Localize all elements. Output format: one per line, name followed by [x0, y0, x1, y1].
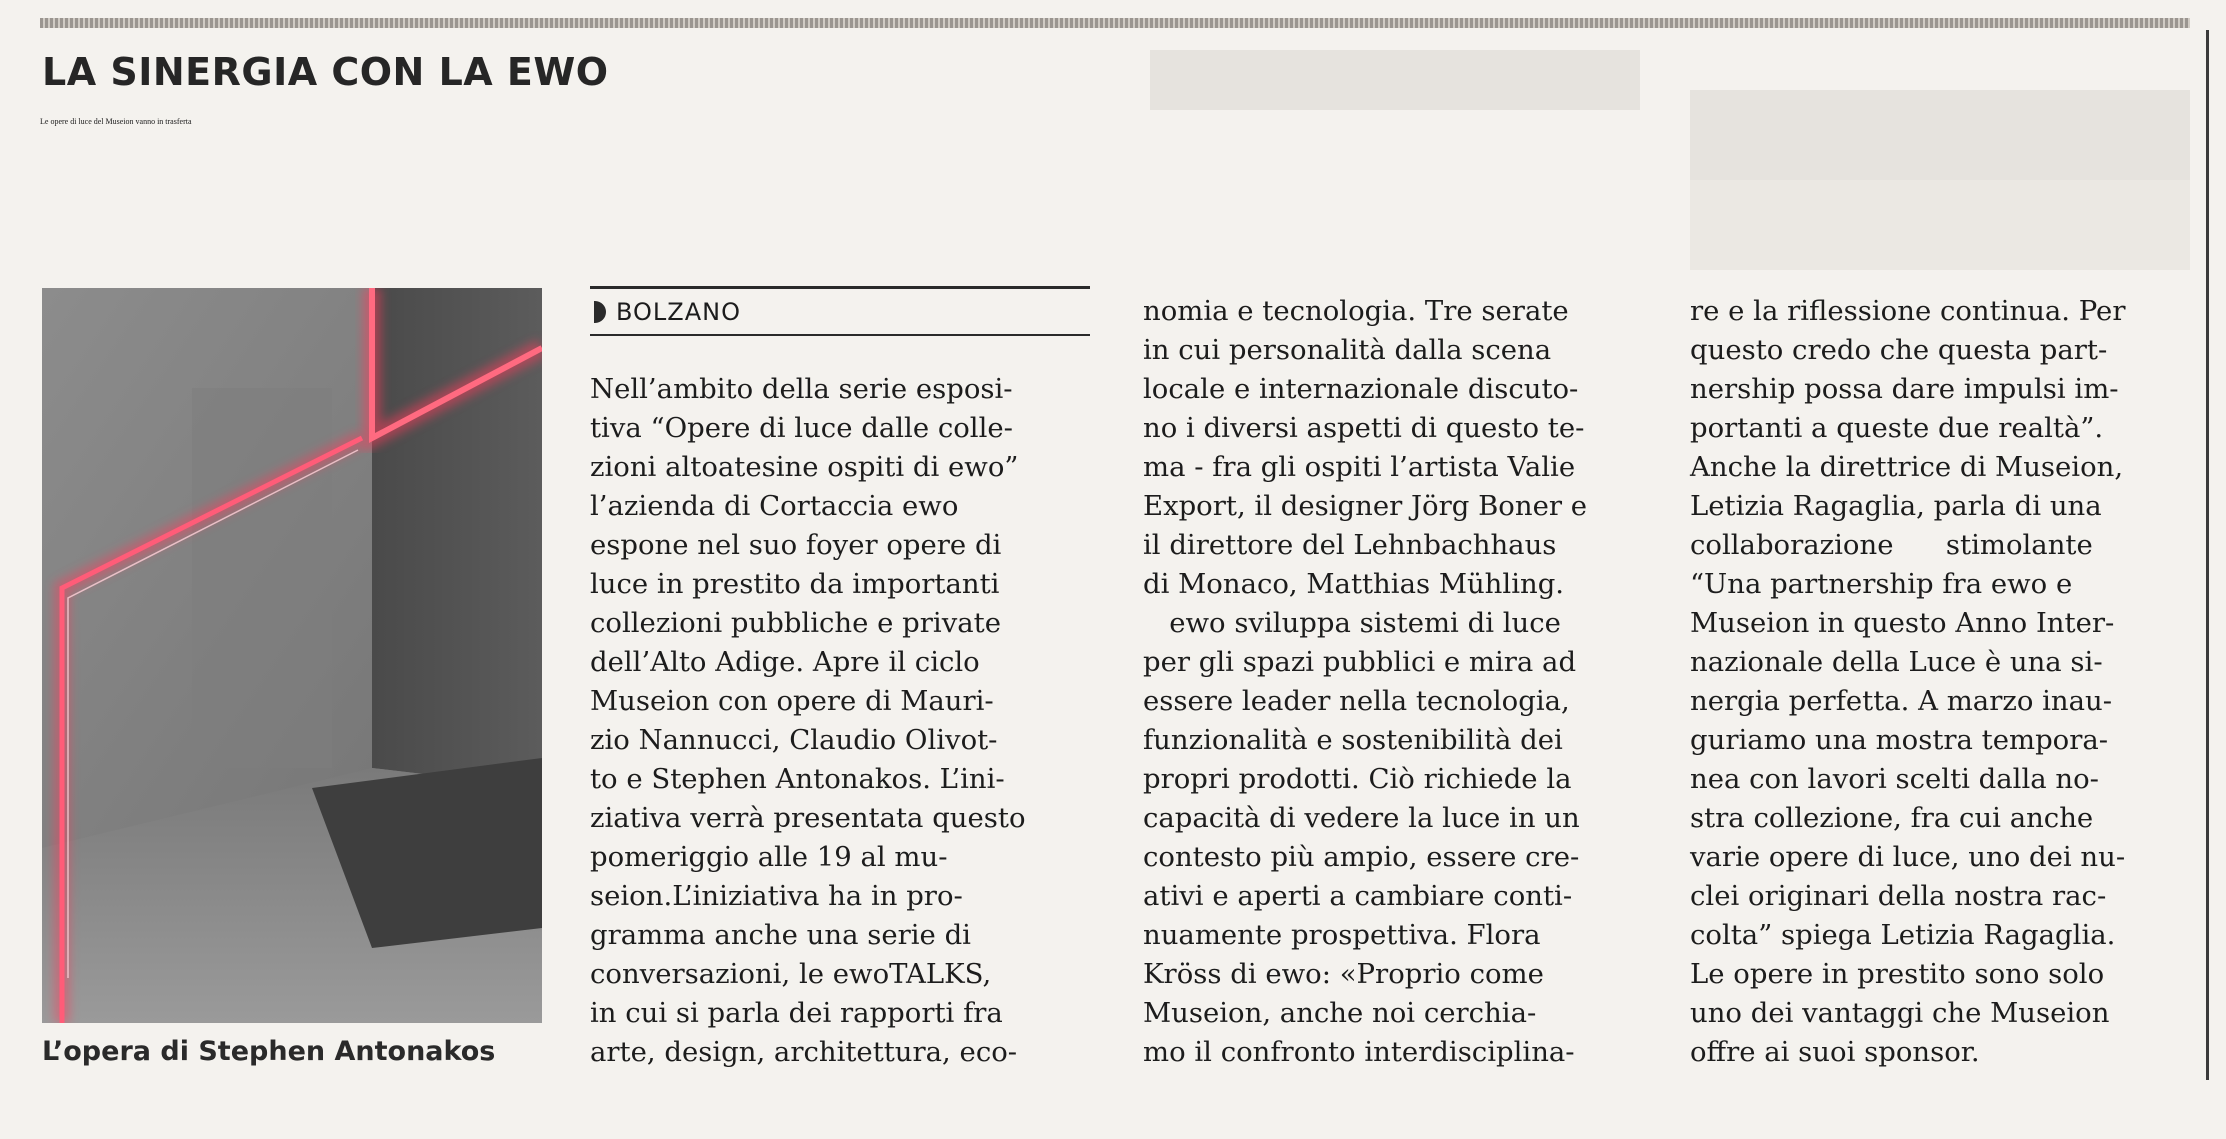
text-line: espone nel suo foyer opere di — [590, 529, 1002, 561]
text-line: ewo sviluppa sistemi di luce — [1143, 607, 1561, 639]
text-line: re e la riflessione continua. Per — [1690, 295, 2126, 327]
photo-caption: L’opera di Stephen Antonakos — [42, 1036, 496, 1067]
text-line: “Una partnership fra ewo e — [1690, 568, 2073, 600]
text-line: nership possa dare impulsi im- — [1690, 373, 2119, 405]
text-line: contesto più ampio, essere cre- — [1143, 841, 1580, 873]
text-line: portanti a queste due realtà”. — [1690, 412, 2104, 444]
text-line: Export, il designer Jörg Boner e — [1143, 490, 1588, 522]
text-line: essere leader nella tecnologia, — [1143, 685, 1570, 717]
text-line: nuamente prospettiva. Flora — [1143, 919, 1541, 951]
text-line: propri prodotti. Ciò richiede la — [1143, 763, 1572, 795]
bleed-through-ghost — [1690, 90, 2190, 180]
neon-artwork-image — [42, 288, 542, 1023]
text-line: per gli spazi pubblici e mira ad — [1143, 646, 1577, 678]
text-line: guriamo una mostra tempora- — [1690, 724, 2109, 756]
text-line: arte, design, architettura, eco- — [590, 1036, 1018, 1068]
text-line: ziativa verrà presentata questo — [590, 802, 1026, 834]
text-line: dell’Alto Adige. Apre il ciclo — [590, 646, 980, 678]
text-line: seion.L’iniziativa ha in pro- — [590, 880, 963, 912]
bleed-through-ghost — [1150, 50, 1640, 110]
article-column-3 — [1690, 292, 2190, 1072]
text-line: locale e internazionale discuto- — [1143, 373, 1579, 405]
text-line: conversazioni, le ewoTALKS, — [590, 958, 992, 990]
text-line: Museion in questo Anno Inter- — [1690, 607, 2115, 639]
top-border-rule — [40, 18, 2190, 28]
text-line: Kröss di ewo: «Proprio come — [1143, 958, 1544, 990]
text-line: Museion, anche noi cerchia- — [1143, 997, 1537, 1029]
text-line: zioni altoatesine ospiti di ewo” — [590, 451, 1019, 483]
text-line: in cui si parla dei rapporti fra — [590, 997, 1003, 1029]
text-line: ma - fra gli ospiti l’artista Valie — [1143, 451, 1576, 483]
text-line: nazionale della Luce è una si- — [1690, 646, 2103, 678]
text-line: no i diversi aspetti di questo te- — [1143, 412, 1585, 444]
text-line: mo il confronto interdisciplina- — [1143, 1036, 1575, 1068]
text-line: collezioni pubbliche e private — [590, 607, 1001, 639]
text-line: zio Nannucci, Claudio Olivot- — [590, 724, 998, 756]
dateline-bullet-icon — [594, 301, 606, 323]
text-line: di Monaco, Matthias Mühling. — [1143, 568, 1565, 600]
text-line: gramma anche una serie di — [590, 919, 971, 951]
text-line: varie opere di luce, uno dei nu- — [1690, 841, 2126, 873]
text-line: capacità di vedere la luce in un — [1143, 802, 1580, 834]
dateline: BOLZANO — [616, 298, 742, 326]
text-line: il direttore del Lehnbachhaus — [1143, 529, 1557, 561]
text-line: Nell’ambito della serie esposi- — [590, 373, 1013, 405]
article-column-1 — [590, 370, 1090, 1072]
text-line: pomeriggio alle 19 al mu- — [590, 841, 948, 873]
text-line: l’azienda di Cortaccia ewo — [590, 490, 959, 522]
text-line: funzionalità e sostenibilità dei — [1143, 724, 1563, 756]
right-border-rule — [2206, 30, 2209, 1080]
bleed-through-ghost — [1690, 180, 2190, 270]
text-line: nomia e tecnologia. Tre serate — [1143, 295, 1569, 327]
text-line: Le opere in prestito sono solo — [1690, 958, 2105, 990]
text-line: nea con lavori scelti dalla no- — [1690, 763, 2099, 795]
article-headline: Le opere di luce del Museion vanno in trasferta — [40, 117, 192, 126]
text-line: luce in prestito da importanti — [590, 568, 1000, 600]
text-line: ativi e aperti a cambiare conti- — [1143, 880, 1573, 912]
text-line: questo credo che questa part- — [1690, 334, 2108, 366]
text-line: to e Stephen Antonakos. L’ini- — [590, 763, 1005, 795]
text-line: collaborazione stimolante — [1690, 529, 2093, 561]
text-line: Anche la direttrice di Museion, — [1690, 451, 2124, 483]
article-column-2 — [1143, 292, 1643, 1072]
article-kicker: LA SINERGIA CON LA EWO — [42, 50, 609, 94]
text-line: colta” spiega Letizia Ragaglia. — [1690, 919, 2116, 951]
text-line: Letizia Ragaglia, parla di una — [1690, 490, 2102, 522]
text-line: Museion con opere di Mauri- — [590, 685, 994, 717]
dateline-bar — [590, 286, 1090, 336]
text-line: uno dei vantaggi che Museion — [1690, 997, 2110, 1029]
text-line: clei originari della nostra rac- — [1690, 880, 2107, 912]
article-photo — [42, 288, 542, 1023]
text-line: offre ai suoi sponsor. — [1690, 1036, 1980, 1068]
text-line: stra collezione, fra cui anche — [1690, 802, 2094, 834]
text-line: nergia perfetta. A marzo inau- — [1690, 685, 2113, 717]
text-line: tiva “Opere di luce dalle colle- — [590, 412, 1013, 444]
text-line: in cui personalità dalla scena — [1143, 334, 1552, 366]
